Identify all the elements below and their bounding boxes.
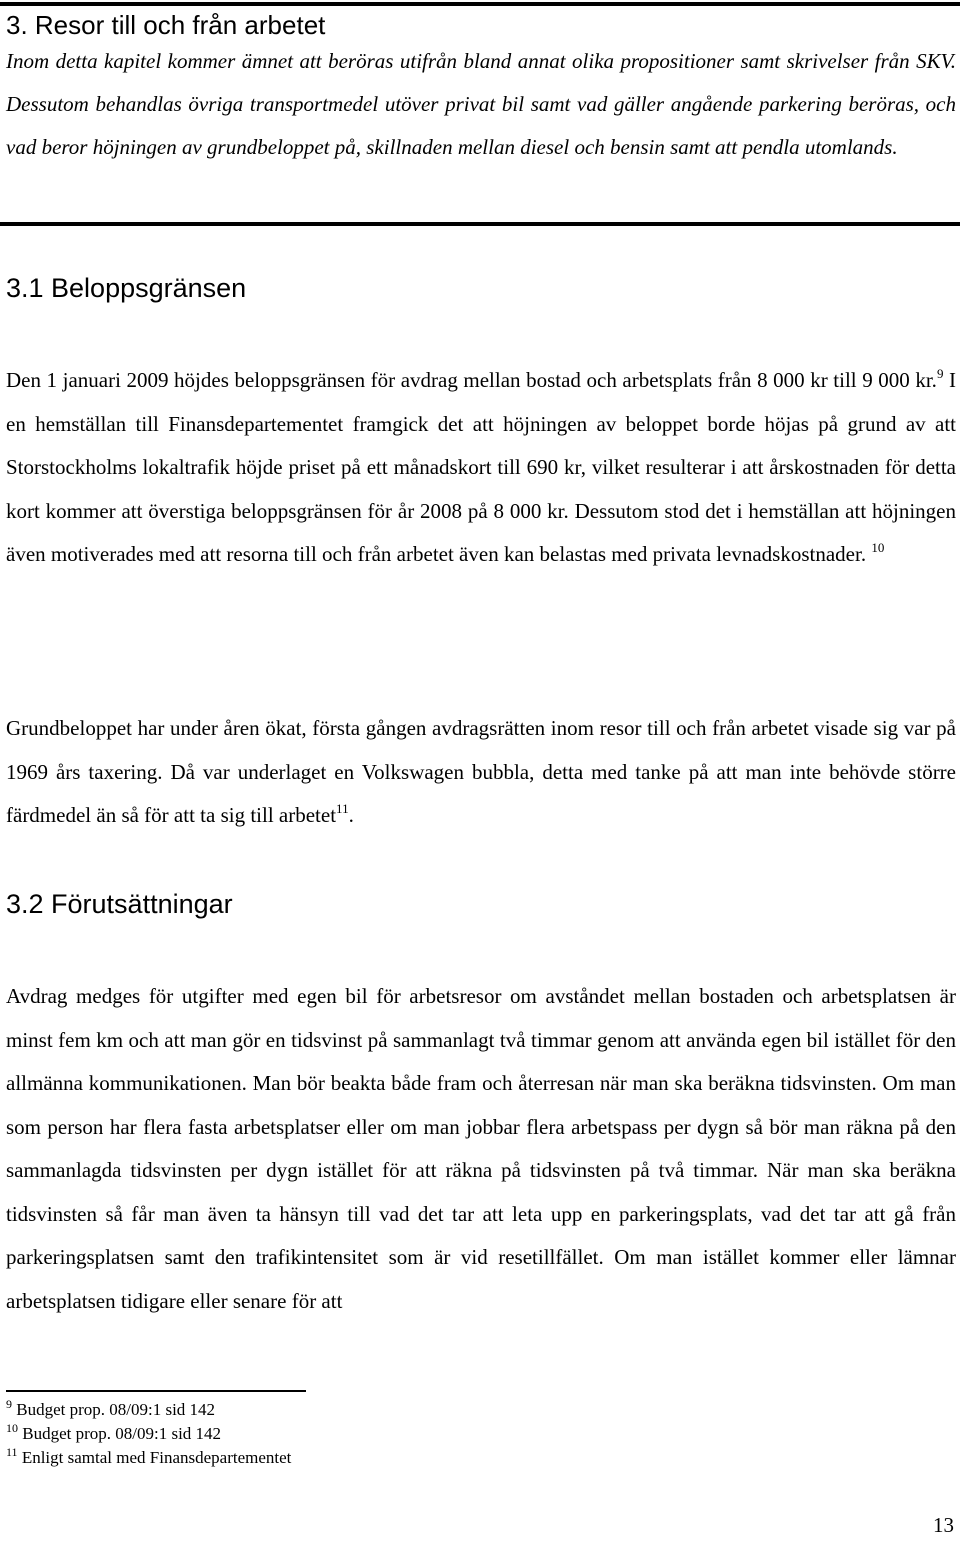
footnote-item [6,1398,291,1422]
footnote-ref-11[interactable]: 11 [336,801,349,816]
footnote-ref-10[interactable]: 10 [871,540,885,555]
footnote-item [6,1446,291,1470]
footnote-text: Enligt samtal med Finansdepartementet [17,1448,292,1467]
paragraph-text: I en hemställan till Finansdepartementet framgick det att höjningen av beloppet borde höjas på grund av att Storstockholms lokaltrafik höjde priset på ett månadskort till 690 kr, vilket resulterar i att årskostnaden för detta kort kommer att överstiga beloppsgränsen för år 2008 på 8 000 kr. Dessutom stod det i hemställan att höjningen även motiverades med att resorna till och från arbetet även kan belastas med privata levnadskostnader. [6,368,956,566]
chapter-heading: 3. Resor till och från arbetet [6,10,326,40]
footnote-number: 9 [6,1397,12,1411]
footnote-number: 10 [6,1421,18,1435]
chapter-intro: Inom detta kapitel kommer ämnet att beröras utifrån bland annat olika propositioner samt skrivelser från SKV. Dessutom behandlas övriga transportmedel utöver privat bil samt vad gäller angående parkering beröras, och vad beror höjningen av grundbeloppet på, skillnaden mellan diesel och bensin samt att pendla utomlands. [6,49,956,159]
footnote-text: Budget prop. 08/09:1 sid 142 [12,1400,216,1419]
section-heading-3-1: 3.1 Beloppsgränsen [6,273,247,303]
paragraph-beloppsgransen-2 [6,707,956,838]
footnote-separator [6,1390,306,1392]
footnote-ref-9[interactable]: 9 [936,366,944,381]
paragraph-beloppsgransen-1 [6,359,956,577]
section-heading-3-2: 3.2 Förutsättningar [6,889,233,919]
footnote-item [6,1422,291,1446]
paragraph-text: Den 1 januari 2009 höjdes beloppsgränsen för avdrag mellan bostad och arbetsplats från 8 000 kr till 9 000 kr. [6,368,937,392]
footnote-number: 11 [6,1445,18,1459]
paragraph-forutsattningar-1: Avdrag medges för utgifter med egen bil för arbetsresor om avståndet mellan bostaden och arbetsplatsen är minst fem km och att man gör en tidsvinst på sammanlagt två timmar genom att använda egen bil istället för den allmänna kommunikationen. Man bör beakta både fram och återresan när man ska beräkna tidsvinsten. Om man som person har flera fasta arbetsplatser eller om man jobbar flera arbetspass per dygn så bör man räkna på den sammanlagda tidsvinsten per dygn istället för att räkna på tidsvinsten på två timmar. När man ska beräkna tidsvinsten så får man även ta hänsyn till vad det tar att leta upp en parkeringsplats, vad det tar att gå från parkeringsplatsen samt den trafikintensitet som är vid resetillfället. Om man istället kommer eller lämnar arbetsplatsen tidigare eller senare för att [6,984,956,1313]
intro-bottom-rule [0,222,960,226]
footnote-text: Budget prop. 08/09:1 sid 142 [18,1424,222,1443]
paragraph-text: Grundbeloppet har under åren ökat, första gången avdragsrätten inom resor till och från arbetet visade sig var på 1969 års taxering. Då var underlaget en Volkswagen bubbla, detta med tanke på att man inte behövde större färdmedel än så för att ta sig till arbetet [6,716,956,827]
page-number: 13 [933,1513,954,1537]
footnotes-list [6,1398,291,1470]
paragraph-text: . [348,803,354,827]
top-rule [0,2,960,6]
